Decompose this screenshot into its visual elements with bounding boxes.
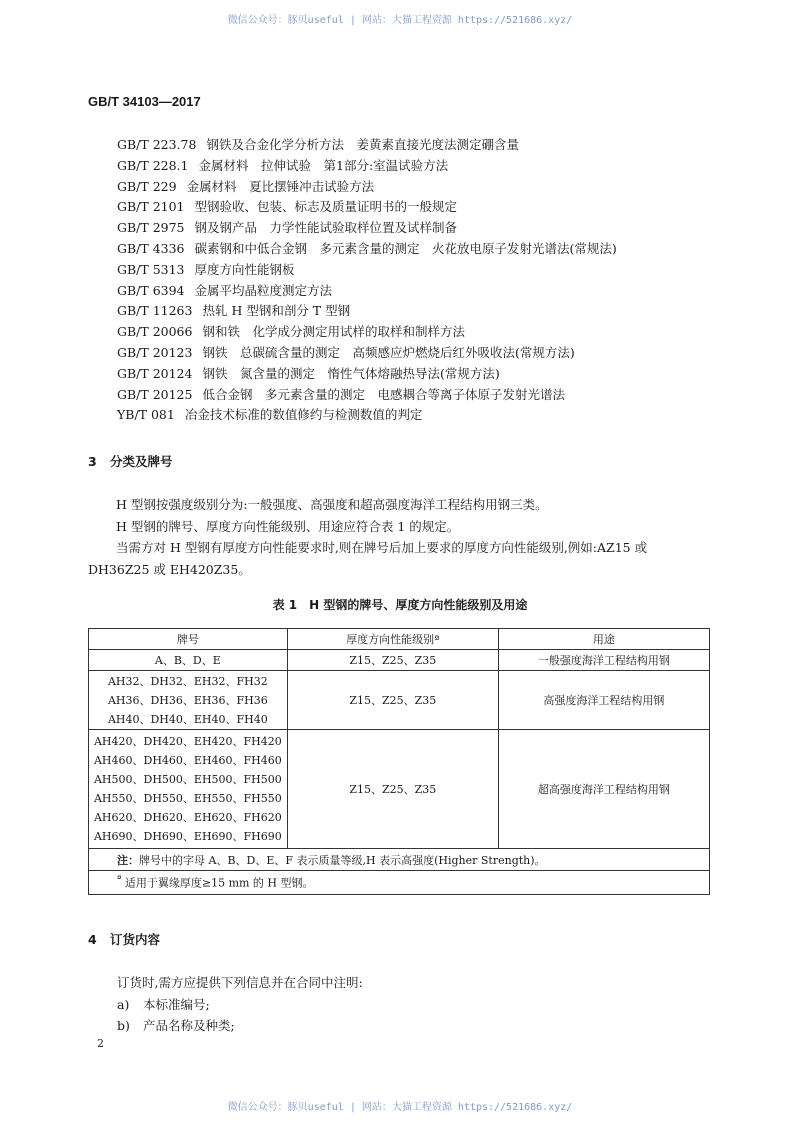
note-text: 牌号中的字母 A、B、D、E、F 表示质量等级,H 表示高强度(Higher Strength)。 <box>139 853 546 867</box>
reference-item <box>117 135 617 156</box>
table-row <box>89 671 710 730</box>
header-z-level: 厚度方向性能级别ª <box>287 629 498 650</box>
reference-item <box>117 322 617 343</box>
reference-item <box>117 405 617 426</box>
reference-item <box>117 281 617 302</box>
reference-item <box>117 385 617 406</box>
table-row <box>89 650 710 671</box>
section-3-heading <box>88 452 173 470</box>
header-use: 用途 <box>498 629 709 650</box>
reference-code: GB/T 2101 <box>117 199 185 215</box>
section-3-body <box>88 494 710 580</box>
reference-item <box>117 156 617 177</box>
reference-title: 钢铁 总碳硫含量的测定 高频感应炉燃烧后红外吸收法(常规方法) <box>202 344 575 360</box>
watermark-top: 微信公众号：豚贝useful | 网站：大猫工程资源 https://521686.xyz/ <box>227 15 573 26</box>
reference-code: GB/T 5313 <box>117 261 185 277</box>
grade-line: AH550、DH550、EH550、FH550 <box>93 792 282 805</box>
reference-code: GB/T 4336 <box>117 240 185 256</box>
grade-line: AH40、DH40、EH40、FH40 <box>107 712 268 726</box>
grade-line: AH620、DH620、EH620、FH620 <box>93 811 282 824</box>
reference-title: 钢铁及合金化学分析方法 姜黄素直接光度法测定硼含量 <box>206 137 519 152</box>
z-level-cell: Z15、Z25、Z35 <box>287 730 498 849</box>
reference-item <box>117 197 617 218</box>
footnote-mark: ª <box>117 874 122 886</box>
reference-title: 钢铁 氮含量的测定 惰性气体熔融热导法(常规方法) <box>202 365 500 381</box>
item-text: 本标准编号; <box>142 996 210 1012</box>
grade-line: AH690、DH690、EH690、FH690 <box>93 830 282 843</box>
reference-code: GB/T 228.1 <box>117 157 189 173</box>
reference-title: 金属平均晶粒度测定方法 <box>194 282 333 298</box>
item-label: a) <box>117 996 130 1012</box>
table-note-row <box>89 849 710 871</box>
reference-code: GB/T 20124 <box>117 365 193 381</box>
reference-code: GB/T 11263 <box>117 303 193 319</box>
grade-line: AH32、DH32、EH32、FH32 <box>107 674 268 688</box>
reference-code: GB/T 2975 <box>117 220 185 236</box>
reference-title: 厚度方向性能钢板 <box>194 261 295 277</box>
paragraph: H 型钢按强度级别分为:一般强度、高强度和超高强度海洋工程结构用钢三类。 <box>116 497 548 512</box>
reference-item <box>117 343 617 364</box>
table-note <box>89 849 710 871</box>
use-cell: 一般强度海洋工程结构用钢 <box>498 650 709 671</box>
paragraph: 当需方对 H 型钢有厚度方向性能要求时,则在牌号后加上要求的厚度方向性能级别,例如:AZ15 或 DH36Z25 或 EH420Z35。 <box>88 540 648 577</box>
reference-title: 金属材料 夏比摆锤冲击试验方法 <box>186 178 375 194</box>
reference-title: 钢和铁 化学成分测定用试样的取样和制样方法 <box>202 324 465 340</box>
reference-code: GB/T 20123 <box>117 344 193 360</box>
reference-title: 钢及钢产品 力学性能试验取样位置及试样制备 <box>194 220 458 236</box>
list-item <box>117 994 363 1016</box>
note-label: 注： <box>117 853 139 867</box>
reference-code: GB/T 6394 <box>117 282 185 298</box>
page-number: 2 <box>97 1037 104 1050</box>
reference-code: YB/T 081 <box>117 407 175 423</box>
item-text: 产品名称及种类; <box>142 1018 235 1033</box>
grade-line: AH420、DH420、EH420、FH420 <box>93 735 282 748</box>
use-cell: 高强度海洋工程结构用钢 <box>498 671 709 730</box>
section-number: 3 <box>88 454 97 469</box>
grade-cell <box>89 650 288 671</box>
reference-item <box>117 218 617 239</box>
reference-code: GB/T 20066 <box>117 324 193 340</box>
order-info-list <box>117 972 363 1037</box>
reference-title: 低合金钢 多元素含量的测定 电感耦合等离子体原子发射光谱法 <box>202 386 565 402</box>
reference-title: 型钢验收、包装、标志及质量证明书的一般规定 <box>194 199 458 215</box>
reference-item <box>117 177 617 198</box>
use-cell: 超高强度海洋工程结构用钢 <box>498 730 709 849</box>
item-label: b) <box>117 1018 130 1033</box>
section-4-heading <box>88 930 160 948</box>
reference-item <box>117 301 617 322</box>
grade-cell <box>89 671 288 730</box>
reference-code: GB/T 223.78 <box>117 137 197 152</box>
table-footnote <box>89 871 710 895</box>
section-title: 订货内容 <box>110 932 161 947</box>
list-item <box>117 1015 363 1037</box>
grade-line: AH36、DH36、EH36、FH36 <box>107 693 268 707</box>
reference-item <box>117 260 617 281</box>
reference-code: GB/T 229 <box>117 178 177 194</box>
grades-table <box>88 628 710 895</box>
grade-line: AH460、DH460、EH460、FH460 <box>93 754 282 767</box>
table-row <box>89 730 710 849</box>
normative-references-list <box>117 135 617 426</box>
order-intro: 订货时,需方应提供下列信息并在合同中注明: <box>117 975 363 990</box>
table-caption: 表 1 H 型钢的牌号、厚度方向性能级别及用途 <box>272 598 528 612</box>
table-footnote-row <box>89 871 710 895</box>
z-level-cell: Z15、Z25、Z35 <box>287 650 498 671</box>
reference-title: 热轧 H 型钢和剖分 T 型钢 <box>202 303 351 319</box>
table-header-row <box>89 629 710 650</box>
section-number: 4 <box>88 932 97 947</box>
watermark-bottom: 微信公众号：豚贝useful | 网站：大猫工程资源 https://521686.xyz/ <box>227 1102 573 1113</box>
z-level-cell: Z15、Z25、Z35 <box>287 671 498 730</box>
reference-code: GB/T 20125 <box>117 386 193 402</box>
reference-title: 碳素钢和中低合金钢 多元素含量的测定 火花放电原子发射光谱法(常规法) <box>194 240 617 256</box>
grade-line: A、B、D、E <box>154 653 221 667</box>
grade-cell <box>89 730 288 849</box>
header-grade: 牌号 <box>89 629 288 650</box>
standard-number-header: GB/T 34103—2017 <box>88 94 201 109</box>
grade-line: AH500、DH500、EH500、FH500 <box>93 773 282 786</box>
reference-title: 金属材料 拉伸试验 第1部分:室温试验方法 <box>198 157 449 173</box>
paragraph: H 型钢的牌号、厚度方向性能级别、用途应符合表 1 的规定。 <box>116 518 460 534</box>
reference-item <box>117 239 617 260</box>
reference-title: 冶金技术标准的数值修约与检测数值的判定 <box>184 407 423 423</box>
footnote-text: 适用于翼缘厚度≥15 mm 的 H 型钢。 <box>124 876 314 890</box>
reference-item <box>117 364 617 385</box>
section-title: 分类及牌号 <box>110 454 173 469</box>
